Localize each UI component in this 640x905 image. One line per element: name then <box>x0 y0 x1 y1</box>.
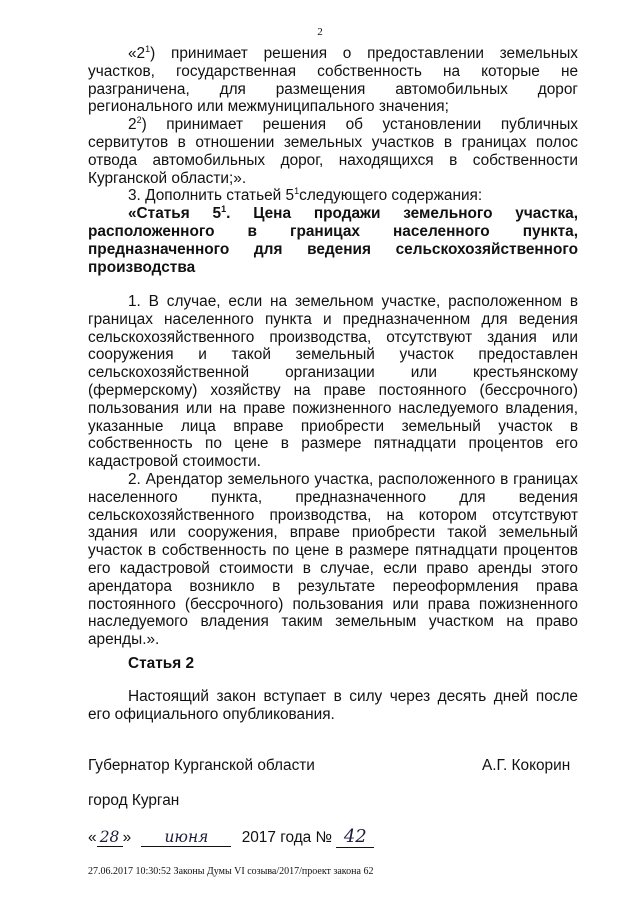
article-5-1-heading: «Статья $5^1$. Цена продажи земельного участка, <box>128 204 578 223</box>
date-open-quote: « <box>88 829 97 846</box>
paragraph-2-1: «$2^1$) принимает решения о предоставлении земельных участков, государственная собственность на которые не разграничена, для размещения автомобильных дорог регионального или межмуниципального значения; <box>88 43 578 116</box>
article-5-1-body <box>88 293 578 649</box>
article-5-1-item-2: 2. Арендатор земельного участка, расположенного в границах населенного пункта, предназначенного для ведения сельскохозяйственного производства, на котором отсутствуют здания или сооружения, вправе приобрести такой земельный участок в собственность по цене в размере пятнадцати процентов его кадастровой стоимости в случае, если право аренды этого арендатора возникло в результате переоформления права постоянного (бессрочного) пользования или права пожизненного наследуемого владения таким земельным участком на право аренды.». <box>88 470 578 649</box>
article-5-1-heading-line2: расположенного в границах населенного пункта, <box>88 222 578 240</box>
law-number: 42 <box>336 826 374 848</box>
signature-position: Губернатор Курганской области <box>88 757 315 774</box>
paragraph-add-article: 3. Дополнить статьей $5^1следующего$ содержания: <box>128 186 483 205</box>
page-number: 2 <box>317 26 323 38</box>
date-year: 2017 года № <box>241 829 333 846</box>
article-2-body <box>88 688 578 724</box>
article-5-1-item-1: 1. В случае, если на земельном участке, расположенном в границах населенного пункта и предназначенном для ведения сельскохозяйственного производства, отсутствуют здания или сооружения и такой земельный участок предоставлен сельскохозяйственной организации или крестьянскому (фермерскому) хозяйству на праве постоянного (бессрочного) пользования или на праве пожизненного наследуемого владения, указанные лица вправе приобрести земельный участок в собственность по цене в размере пятнадцати процентов его кадастровой стоимости. <box>88 293 578 471</box>
date-line <box>88 826 374 848</box>
amendment-text <box>88 45 578 276</box>
footer-metadata: 27.06.2017 10:30:52 Законы Думы VI созыва/2017/проект закона 62 <box>88 866 374 877</box>
article-2-title: Статья 2 <box>128 655 195 672</box>
article-5-1-heading-line4: производства <box>88 258 196 276</box>
city: город Курган <box>88 792 180 809</box>
article-5-1-heading-line3: предназначенного для ведения сельскохозяйственного <box>88 240 578 258</box>
paragraph-2-2: $2^2$) принимает решения об установлении публичных сервитутов в отношении земельных участков в границах полос отвода автомобильных дорог, находящихся в собственности Курганской области;». <box>88 115 578 187</box>
article-2-text: Настоящий закон вступает в силу через десять дней после его официального опубликования. <box>88 688 578 723</box>
date-close-quote: » <box>122 829 132 846</box>
date-month: июня <box>141 828 231 847</box>
date-day: 28 <box>97 828 123 847</box>
signature-name: А.Г. Кокорин <box>482 757 571 774</box>
